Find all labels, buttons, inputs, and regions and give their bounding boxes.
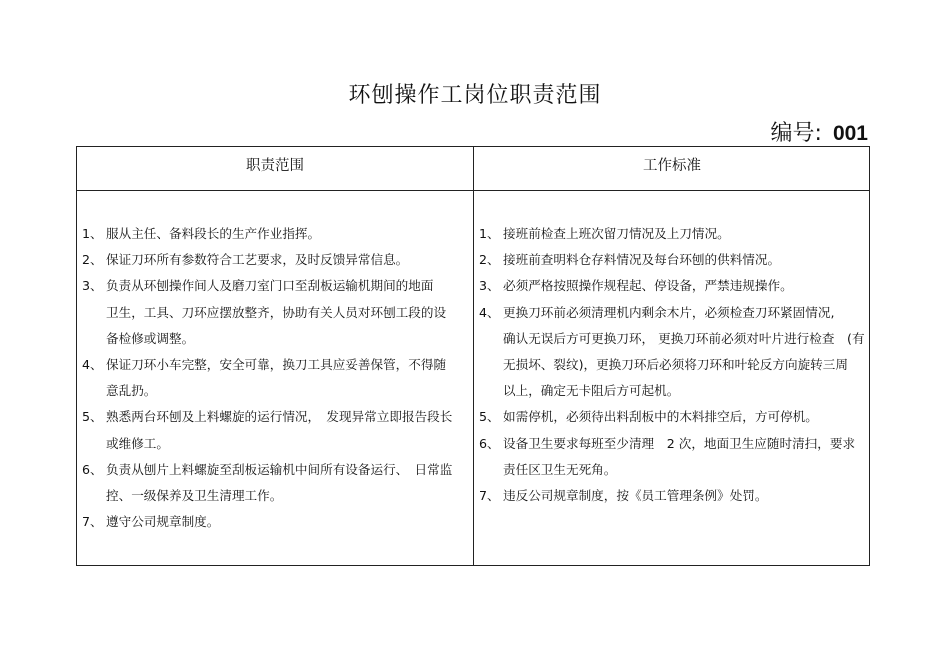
- item-text-line: 遵守公司规章制度。: [106, 514, 220, 530]
- list-item: [82, 221, 470, 247]
- item-text-line: 或维修工。: [106, 435, 169, 451]
- header-work-standard: 工作标准: [643, 158, 701, 174]
- list-item: [479, 300, 869, 405]
- list-item: [82, 404, 470, 456]
- list-item: [82, 457, 470, 509]
- work-standard-column: [479, 221, 869, 509]
- duty-scope-column: [82, 221, 470, 535]
- item-text-line: 接班前查明料仓存料情况及每台环刨的供料情况。: [503, 252, 781, 268]
- list-item: [479, 404, 869, 430]
- item-number: 7、: [479, 488, 500, 504]
- list-item: [82, 509, 470, 535]
- list-item: [479, 431, 869, 483]
- item-text-line: 以上，确定无卡阻后方可起机。: [503, 383, 680, 399]
- duty-table: [76, 146, 870, 566]
- item-text-line: 意乱扔。: [106, 383, 157, 399]
- item-number: 6、: [82, 461, 103, 477]
- item-number: 1、: [82, 226, 103, 241]
- item-text-line: 负责从刨片上料螺旋至刮板运输机中间所有设备运行、 日常监: [106, 461, 453, 477]
- item-text-line: 无损坏、裂纹)，更换刀环后必须将刀环和叶轮反方向旋转三周: [503, 357, 848, 373]
- item-number: 5、: [479, 409, 500, 425]
- item-text-line: 确认无误后方可更换刀环， 更换刀环前必须对叶片进行检查 (有: [503, 330, 865, 346]
- header-divider: [77, 190, 869, 191]
- list-item: [479, 483, 869, 509]
- list-item: [479, 273, 869, 299]
- item-number: 3、: [479, 278, 500, 294]
- header-duty-scope: 职责范围: [246, 158, 304, 174]
- list-item: [479, 247, 869, 273]
- item-text-line: 卫生，工具、刀环应摆放整齐，协助有关人员对环刨工段的设: [106, 304, 447, 320]
- document-number-label: 编号:: [770, 121, 822, 146]
- item-text-line: 保证刀环小车完整，安全可靠，换刀工具应妥善保管，不得随: [106, 357, 447, 373]
- column-divider: [473, 147, 474, 565]
- item-text-line: 服从主任、备料段长的生产作业指挥。: [106, 226, 321, 241]
- item-text-line: 责任区卫生无死角。: [503, 461, 617, 477]
- item-text-line: 保证刀环所有参数符合工艺要求，及时反馈异常信息。: [106, 252, 409, 268]
- item-number: 4、: [82, 357, 103, 373]
- item-number: 2、: [82, 252, 103, 268]
- item-number: 1、: [479, 226, 500, 241]
- item-text-line: 违反公司规章制度，按《员工管理条例》处罚。: [503, 488, 768, 504]
- item-number: 6、: [479, 435, 500, 451]
- item-text-line: 更换刀环前必须清理机内剩余木片，必须检查刀环紧固情况,: [503, 304, 835, 320]
- document-number-value: 001: [832, 122, 868, 145]
- list-item: [82, 273, 470, 352]
- item-text-line: 控、一级保养及卫生清理工作。: [106, 488, 283, 504]
- document-number: [771, 116, 868, 147]
- list-item: [82, 247, 470, 273]
- item-text-line: 熟悉两台环刨及上料螺旋的运行情况， 发现异常立即报告段长: [106, 409, 453, 425]
- document-title: 环刨操作工岗位职责范围: [348, 83, 602, 108]
- item-text-line: 设备卫生要求每班至少清理 2 次，地面卫生应随时清扫，要求: [503, 435, 856, 451]
- list-item: [82, 352, 470, 404]
- item-text-line: 必须严格按照操作规程起、停设备，严禁违规操作。: [503, 278, 793, 294]
- item-number: 5、: [82, 409, 103, 425]
- item-text-line: 备检修或调整。: [106, 330, 195, 346]
- item-text-line: 接班前检查上班次留刀情况及上刀情况。: [503, 226, 730, 241]
- list-item: [479, 221, 869, 247]
- item-number: 7、: [82, 514, 103, 530]
- item-number: 3、: [82, 278, 103, 294]
- item-text-line: 负责从环刨操作间人及磨刀室门口至刮板运输机期间的地面: [106, 278, 434, 294]
- item-number: 2、: [479, 252, 500, 268]
- item-number: 4、: [479, 304, 500, 320]
- item-text-line: 如需停机，必须待出料刮板中的木料排空后，方可停机。: [503, 409, 818, 425]
